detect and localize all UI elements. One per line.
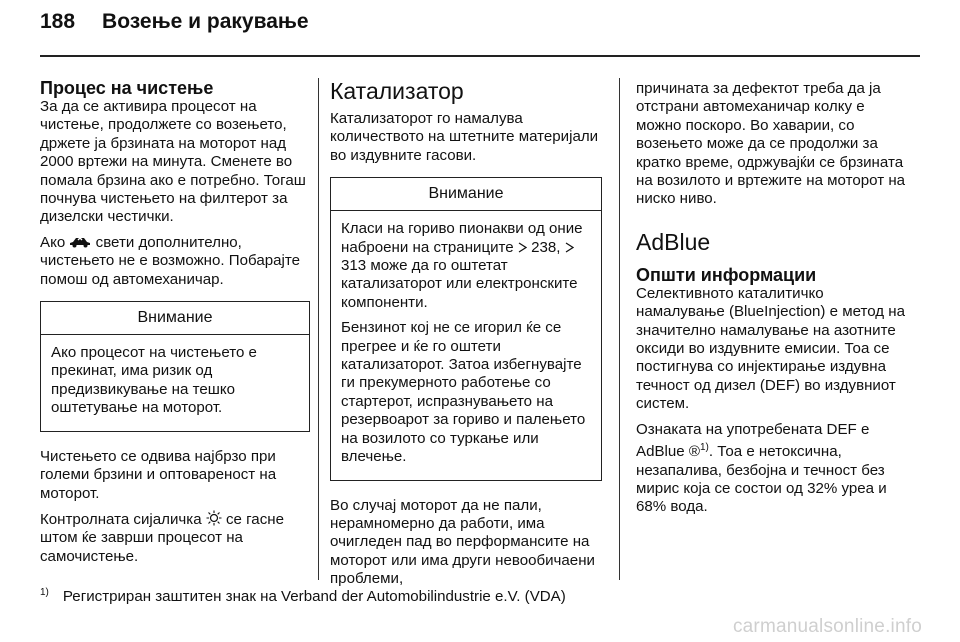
paragraph: За да се активира процесот на чистење, продолжете со возењето, држете ја брзината на моторот над 2000 вртежи на минута. Сменете во помала брзина ако е потребно. Тогаш почнува чистењето на филтерот за дизелски честички. (40, 98, 306, 226)
warning-title: Внимание (331, 178, 601, 211)
text-span: свети дополнително, чистењето не е возможно. Побарајте помош од автомеханичар. (40, 233, 301, 288)
watermark: carmanualsonline.info (732, 616, 922, 637)
warning-text (341, 220, 591, 312)
paragraph: Селективното каталитичко намалување (BlueInjection) е метод на значително намалување на азотните оксиди во издувните емисии. Тоа се постигнува со инјектирање издувна течност од дизел (DEF) во издувниот систем. (636, 284, 906, 413)
paragraph: причината за дефектот треба да ја отстрани автомеханичар колку е можно поскоро. Во хаварии, со возењето може да се продолжи за кратко време, одржувајќи се брзината на возилото и вртежите на моторот на ниско ниво. (636, 80, 906, 208)
paragraph: Во случај моторот да не пали, нерамномерно да работи, има очигледен пад во перформансите на моторот или има други невообичаени проблеми, (330, 496, 595, 588)
column-3 (636, 80, 912, 524)
subsection-heading-general: Општи информации (636, 264, 817, 285)
footnote-text: Регистриран заштитен знак на Verband der Automobilindustrie e.V. (VDA) (62, 588, 566, 605)
paragraph (40, 510, 310, 566)
column-divider (318, 78, 319, 580)
page-number: 188 (40, 10, 76, 33)
footnote-mark: 1) (40, 587, 49, 598)
warning-box (330, 177, 602, 480)
glow-plug-icon (206, 510, 222, 526)
text-span: Класи на гориво пионакви од оние наброени на страниците (341, 220, 583, 256)
warning-title: Внимание (41, 302, 309, 335)
text-span: Ознаката на употребената DEF е AdBlue ® (636, 420, 870, 461)
column-1 (40, 78, 310, 573)
paragraph (40, 234, 310, 289)
page-ref-link[interactable]: 313 (341, 257, 367, 275)
text-span: се гасне штом ќе заврши процесот на самочистење. (40, 510, 284, 565)
footnote-ref: 1) (700, 442, 709, 454)
warning-text: Ако процесот на чистењето е прекинат, има ризик од предизвикувањe на тешко оштетување на моторот. (51, 344, 257, 417)
paragraph: Катализаторот го намалува количеството на штетните материјали во издувните гасови. (330, 110, 599, 164)
text-span: . Тоа е нетоксична, незапалива, безбојна и течност без мирис која се состои од 32% уреа и 68% вода. (636, 443, 887, 516)
column-divider (619, 78, 620, 580)
text-span: може да го оштетат катализаторот или електронските компоненти. (341, 257, 578, 311)
section-heading-adblue: AdBlue (636, 228, 711, 255)
text-span: Контролната сијаличка (40, 510, 202, 528)
car-service-icon (69, 235, 91, 248)
warning-box (40, 301, 310, 432)
footnote (40, 588, 566, 605)
page-header (40, 10, 309, 50)
section-heading-cleaning: Процес на чистење (40, 78, 214, 98)
paragraph: Чистењето се одвива најбрзо при големи брзини и оптовареност на моторот. (40, 447, 277, 502)
header-rule (40, 55, 920, 57)
column-2 (330, 78, 602, 596)
page-title: Возење и ракување (102, 10, 309, 33)
text-span: Ако (40, 233, 66, 251)
page-reference-icon (518, 240, 527, 251)
section-heading-catalyst: Катализатор (330, 78, 464, 104)
page-ref-link[interactable]: 238, (531, 238, 561, 256)
warning-text: Бензинот кој не се игорил ќе се прегрее и ќе го оштети катализаторот. Затоа избегнувајте ги прекумерното работење со стартерот, испразнувањето на резервоарот за гориво и палењето на возилото со туркање или влечење. (341, 319, 586, 466)
page-reference-icon (565, 240, 574, 251)
paragraph (636, 421, 912, 517)
